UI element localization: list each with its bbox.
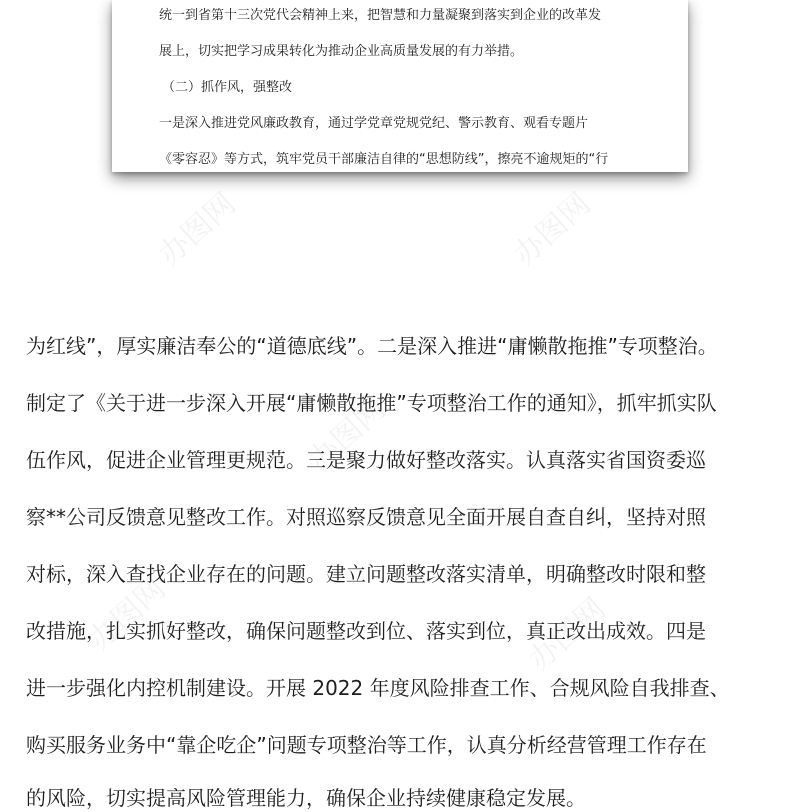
card-text-line: 一是深入推进党风廉政教育，通过学党章党规党纪、警示教育、观看专题片	[159, 116, 589, 131]
watermark: 办图网	[302, 391, 393, 478]
body-text-line: 的风险，切实提高风险管理能力，确保企业持续健康稳定发展。	[26, 786, 586, 810]
body-text-line: 进一步强化内控机制建设。开展 2022 年度风险排查工作、合规风险自我排查、	[26, 676, 730, 700]
document-page-card	[112, 0, 688, 172]
card-text-line: 展上，切实把学习成果转化为推动企业高质量发展的有力举措。	[159, 44, 524, 59]
section-heading: （二）抓作风，强整改	[162, 80, 293, 95]
body-text-line: 为红线”，厚实廉洁奉公的“道德底线”。二是深入推进“庸懒散拖推”专项整治。	[26, 334, 718, 358]
watermark: 办图网	[507, 186, 598, 273]
body-text-line: 改措施，扎实抓好整改，确保问题整改到位、落实到位，真正改出成效。四是	[26, 619, 706, 643]
body-text-line: 伍作风，促进企业管理更规范。三是聚力做好整改落实。认真落实省国资委巡	[26, 448, 706, 472]
card-text-line: 统一到省第十三次党代会精神上来，把智慧和力量凝聚到落实到企业的改革发	[159, 8, 602, 23]
watermark: 办图网	[522, 591, 613, 678]
body-text-line: 对标，深入查找企业存在的问题。建立问题整改落实清单，明确整改时限和整	[26, 562, 706, 586]
watermark: 办图网	[152, 186, 243, 273]
body-text-line: 购买服务业务中“靠企吃企”问题专项整治等工作，认真分析经营管理工作存在	[26, 733, 707, 757]
body-text-line: 制定了《关于进一步深入开展“庸懒散拖推”专项整治工作的通知》，抓牢抓实队	[26, 391, 717, 415]
body-text-line: 察**公司反馈意见整改工作。对照巡察反馈意见全面开展自查自纠，坚持对照	[26, 505, 706, 529]
card-text-line: 《零容忍》等方式，筑牢党员干部廉洁自律的“思想防线”，擦亮不逾规矩的“行	[159, 152, 609, 167]
watermark: 办图网	[82, 571, 173, 658]
